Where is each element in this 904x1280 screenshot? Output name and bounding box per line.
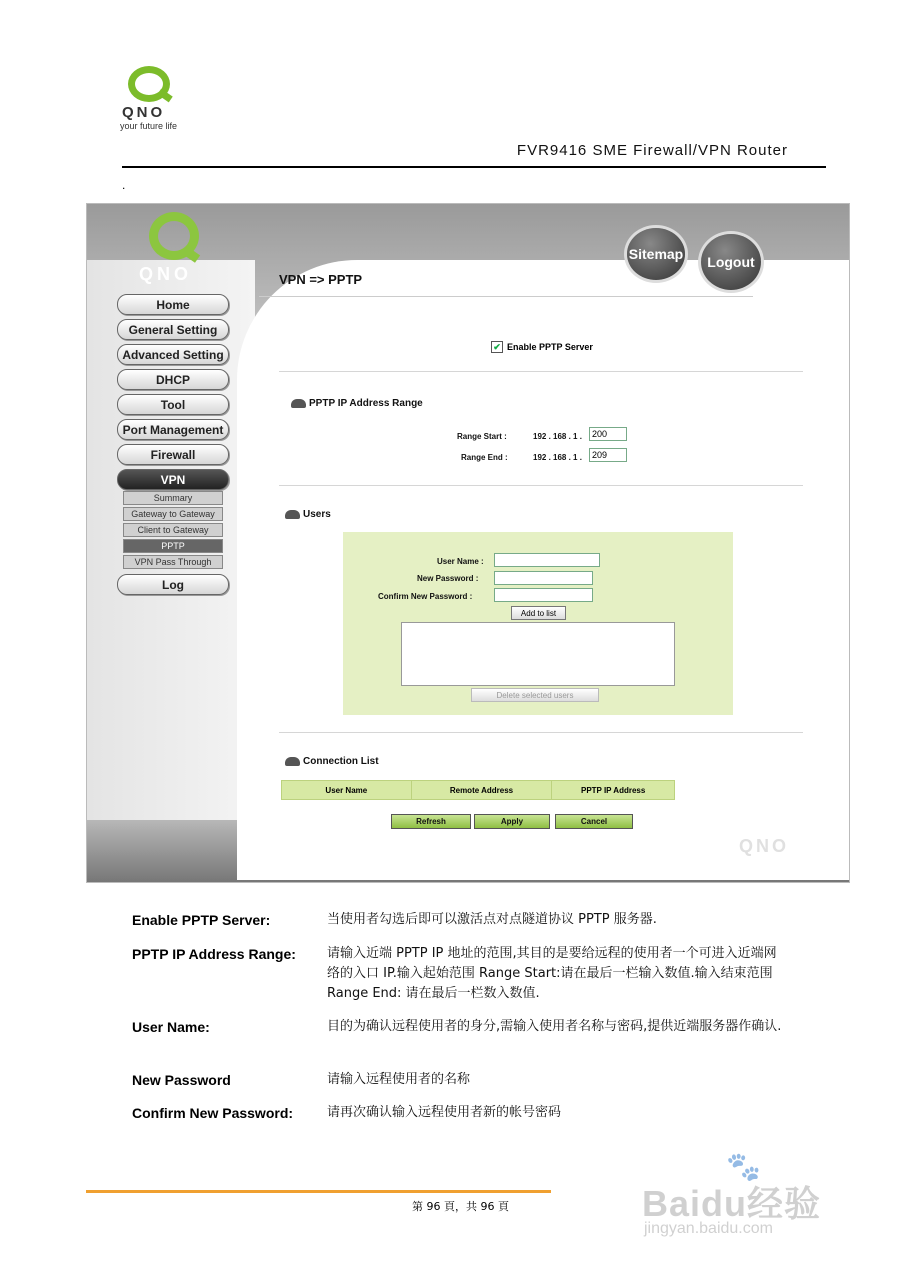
logout-button[interactable]: Logout: [701, 234, 761, 290]
range-section-title: [291, 398, 423, 409]
section-icon: [285, 510, 300, 519]
desc-term: PPTP IP Address Range:: [132, 946, 296, 962]
enable-pptp-checkbox[interactable]: ✔: [491, 341, 503, 353]
column-remote-address: Remote Address: [412, 781, 553, 799]
doc-logo-text: QNO: [122, 104, 166, 121]
nav-home[interactable]: Home: [117, 294, 229, 315]
q-logo-tail: [157, 89, 172, 103]
confirm-password-label: Confirm New Password :: [378, 592, 473, 601]
desc-term: User Name:: [132, 1019, 210, 1035]
column-user-name: User Name: [282, 781, 412, 799]
connection-section-label: Connection List: [303, 756, 379, 767]
subnav-client-to-gateway[interactable]: Client to Gateway: [123, 523, 223, 537]
qno-doc-logo: [118, 64, 188, 132]
app-footer-logo: QNO: [739, 836, 790, 856]
doc-title: FVR9416 SME Firewall/VPN Router: [516, 142, 788, 159]
nav-firewall[interactable]: Firewall: [117, 444, 229, 465]
nav-tool[interactable]: Tool: [117, 394, 229, 415]
range-section-label: PPTP IP Address Range: [309, 398, 423, 409]
user-name-input[interactable]: [494, 553, 600, 567]
confirm-password-input[interactable]: [494, 588, 593, 602]
app-logo: [139, 212, 225, 288]
new-password-input[interactable]: [494, 571, 593, 585]
subnav-gateway-to-gateway[interactable]: Gateway to Gateway: [123, 507, 223, 521]
sitemap-button[interactable]: Sitemap: [627, 228, 685, 280]
subnav-vpn-pass-through[interactable]: VPN Pass Through: [123, 555, 223, 569]
header-divider: [122, 166, 826, 168]
section-divider: [279, 371, 803, 372]
desc-text: 当使用者勾选后即可以激活点对点隧道协议 PPTP 服务器.: [327, 912, 657, 927]
new-password-label: New Password :: [417, 574, 479, 583]
footer-rule: [86, 1190, 551, 1193]
apply-button[interactable]: Apply: [474, 814, 550, 829]
range-start-input[interactable]: 200: [589, 427, 627, 441]
desc-term: New Password: [132, 1072, 231, 1088]
app-footer-tagline: your future life: [705, 852, 794, 868]
enable-pptp-label: Enable PPTP Server: [507, 342, 593, 352]
delete-selected-users-button[interactable]: Delete selected users: [471, 688, 599, 702]
watermark-main: Baidu经验: [642, 1183, 822, 1224]
section-icon: [291, 399, 306, 408]
doc-tagline: your future life: [120, 121, 178, 131]
column-pptp-ip-address: PPTP IP Address: [580, 785, 646, 795]
nav-advanced-setting[interactable]: Advanced Setting: [117, 344, 229, 365]
connection-table-header: [281, 780, 675, 800]
doc-dot: .: [122, 178, 126, 192]
page-title: VPN => PPTP: [279, 272, 363, 287]
sidebar-nav: [117, 294, 229, 599]
section-divider: [279, 485, 803, 486]
subnav-summary[interactable]: Summary: [123, 491, 223, 505]
refresh-button[interactable]: Refresh: [391, 814, 471, 829]
subnav-pptp[interactable]: PPTP: [123, 539, 223, 553]
title-divider: [259, 296, 753, 297]
watermark-sub: jingyan.baidu.com: [644, 1220, 773, 1237]
q-logo-tail: [182, 246, 200, 263]
nav-port-management[interactable]: Port Management: [117, 419, 229, 440]
desc-text: 请再次确认输入远程使用者新的帐号密码: [327, 1105, 562, 1120]
desc-term: Confirm New Password:: [132, 1105, 294, 1121]
app-logo-text: QNO: [139, 264, 193, 284]
range-start-label: Range Start :: [457, 432, 507, 441]
desc-text: 请输入远程使用者的名称: [327, 1072, 471, 1087]
connection-section-title: [285, 756, 379, 767]
range-end-input[interactable]: 209: [589, 448, 627, 462]
cancel-button[interactable]: Cancel: [555, 814, 633, 829]
baidu-watermark: [642, 1150, 872, 1250]
desc-text: 请输入近端 PPTP IP 地址的范围,其目的是要给远程的使用者一个可进入近端网络的入口 IP.输入起始范围 Range Start:请在最后一栏输入数值.输入结束范围 Range End: 请在最后一栏数入数值.: [327, 946, 777, 1001]
enable-pptp-row: [491, 341, 593, 353]
nav-vpn[interactable]: VPN: [117, 469, 229, 490]
desc-text: 目的为确认远程使用者的身分,需输入使用者名称与密码,提供近端服务器作确认.: [327, 1019, 782, 1034]
nav-general-setting[interactable]: General Setting: [117, 319, 229, 340]
section-divider: [279, 732, 803, 733]
range-start-prefix: 192 . 168 . 1 .: [533, 432, 582, 441]
app-footer-brand: [705, 836, 794, 868]
users-section-title: [285, 509, 331, 520]
vpn-subnav: [123, 491, 223, 569]
desc-term: Enable PPTP Server:: [132, 912, 271, 928]
add-to-list-button[interactable]: Add to list: [511, 606, 566, 620]
nav-log[interactable]: Log: [117, 574, 229, 595]
router-screenshot: [86, 203, 850, 883]
section-icon: [285, 757, 300, 766]
range-end-label: Range End :: [461, 453, 508, 462]
users-listbox[interactable]: [401, 622, 675, 686]
users-section-label: Users: [303, 509, 331, 520]
nav-dhcp[interactable]: DHCP: [117, 369, 229, 390]
paw-icon: 🐾: [726, 1151, 761, 1182]
page-number: 第 96 頁，共 96 頁: [412, 1200, 509, 1213]
user-name-label: User Name :: [437, 557, 484, 566]
range-end-prefix: 192 . 168 . 1 .: [533, 453, 582, 462]
